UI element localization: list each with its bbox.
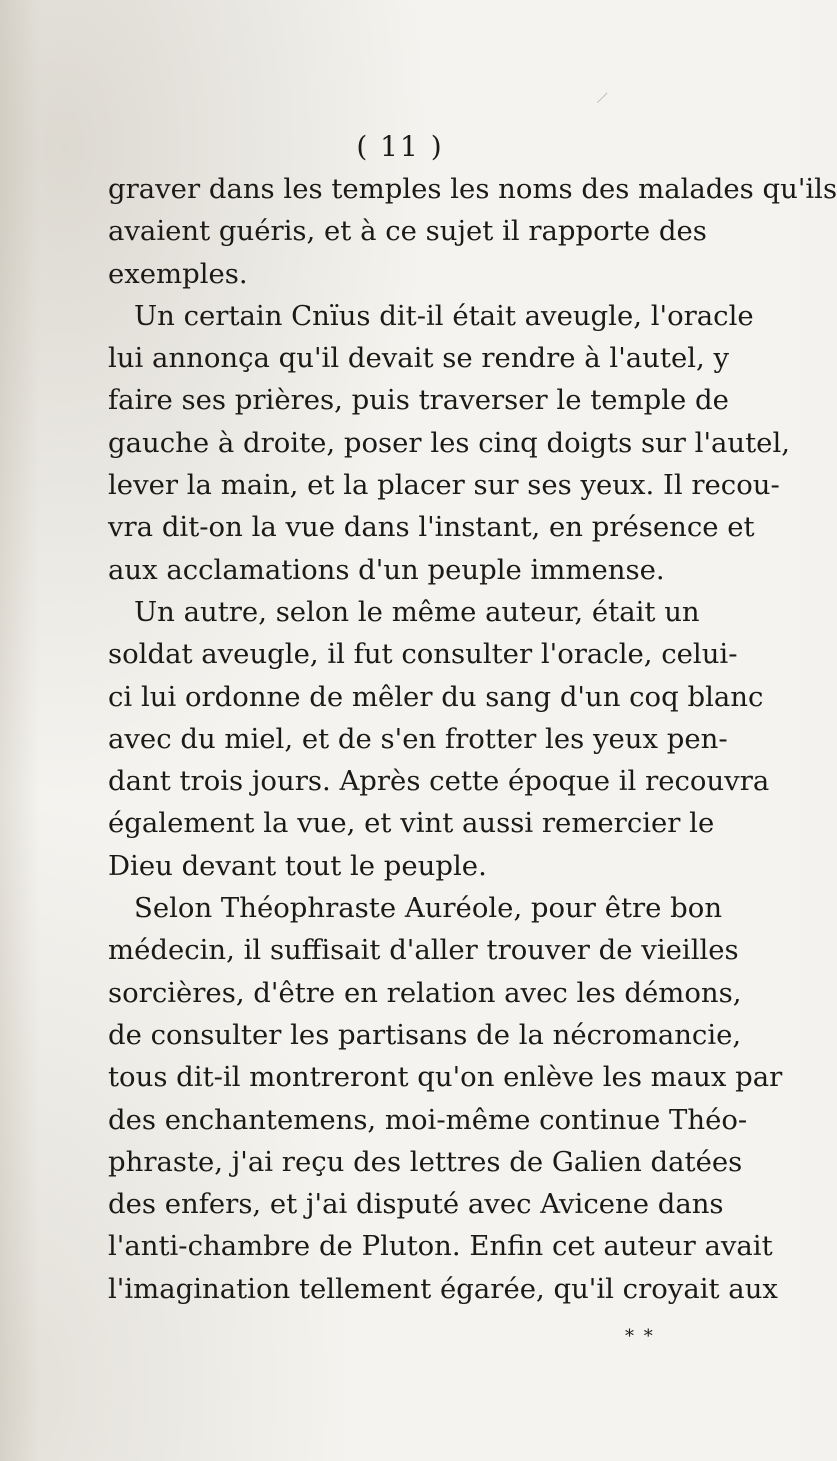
text-line: médecin, il suffisait d'aller trouver de vieilles xyxy=(108,934,739,967)
text-line: également la vue, et vint aussi remercier le xyxy=(108,807,715,840)
text-line: lui annonça qu'il devait se rendre à l'autel, y xyxy=(108,342,730,375)
scan-mark xyxy=(597,92,616,111)
text-line: graver dans les temples les noms des malades qu'ils xyxy=(108,173,837,205)
text-line: dant trois jours. Après cette époque il recouvra xyxy=(108,765,770,798)
text-line: lever la main, et la placer sur ses yeux. Il recou- xyxy=(108,469,780,502)
text-line: Selon Théophraste Auréole, pour être bon xyxy=(134,892,723,925)
text-line: vra dit-on la vue dans l'instant, en présence et xyxy=(108,511,755,544)
text-line: phraste, j'ai reçu des lettres de Galien datées xyxy=(108,1145,743,1178)
text-line: exemples. xyxy=(108,257,248,290)
text-line: tous dit-il montreront qu'on enlève les maux par xyxy=(108,1061,783,1094)
text-line: ci lui ordonne de mêler du sang d'un coq blanc xyxy=(108,680,764,713)
text-line: Dieu devant tout le peuple. xyxy=(108,849,487,882)
text-line: l'imagination tellement égarée, qu'il croyait aux xyxy=(108,1272,778,1305)
text-line: de consulter les partisans de la nécromancie, xyxy=(108,1018,742,1051)
text-line: avaient guéris, et à ce sujet il rapporte des xyxy=(108,215,707,248)
text-line: des enchantemens, moi-même continue Théo- xyxy=(108,1103,748,1136)
text-line: Un autre, selon le même auteur, était un xyxy=(134,595,700,628)
text-line: l'anti-chambre de Pluton. Enfin cet auteur avait xyxy=(108,1230,773,1263)
signature-mark: * * xyxy=(625,1326,655,1347)
text-line: aux acclamations d'un peuple immense. xyxy=(108,553,665,586)
text-line: soldat aveugle, il fut consulter l'oracle, celui- xyxy=(108,638,738,671)
text-line: avec du miel, et de s'en frotter les yeux pen- xyxy=(108,722,728,755)
text-line: faire ses prières, puis traverser le temple de xyxy=(108,384,729,417)
text-line: sorcières, d'être en relation avec les démons, xyxy=(108,976,742,1009)
text-line: gauche à droite, poser les cinq doigts sur l'autel, xyxy=(108,426,790,459)
page-number: ( 11 ) xyxy=(356,130,444,163)
body-text xyxy=(108,168,837,1310)
text-line: des enfers, et j'ai disputé avec Avicene dans xyxy=(108,1188,724,1221)
text-line: Un certain Cnïus dit-il était aveugle, l'oracle xyxy=(134,299,754,332)
